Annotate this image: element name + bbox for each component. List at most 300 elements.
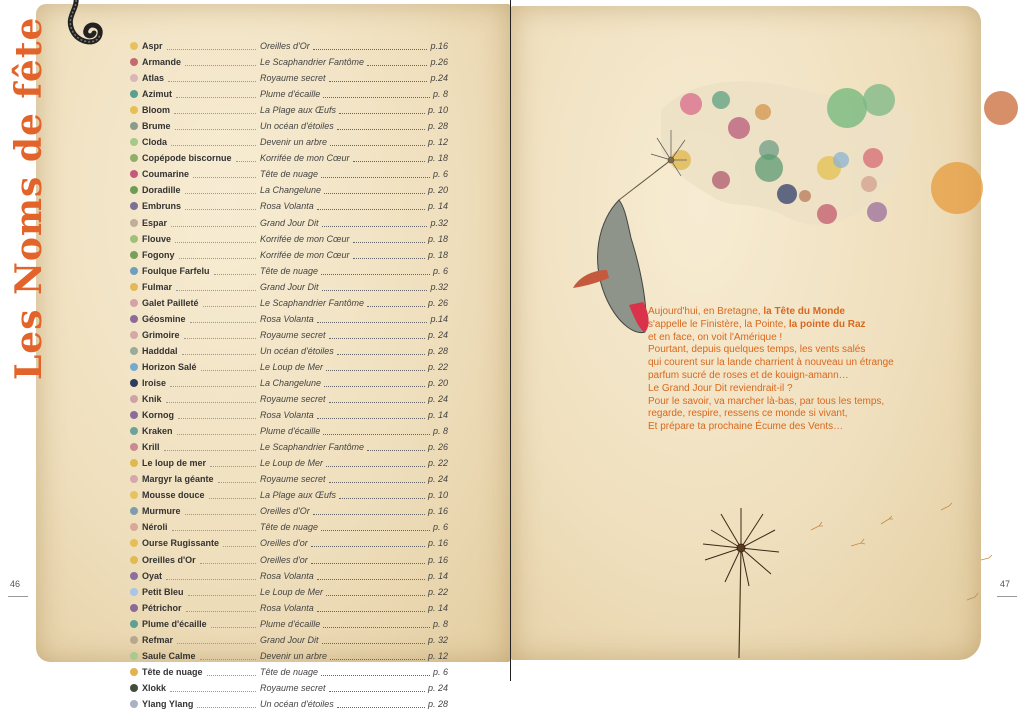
wave-leader xyxy=(201,367,256,371)
wave-leader xyxy=(164,447,256,451)
list-item xyxy=(128,696,448,712)
dot-leader xyxy=(321,176,430,178)
entry-page: p. 10 xyxy=(427,490,448,501)
page-number-right: 47 xyxy=(1000,579,1011,589)
entry-name: Bloom xyxy=(142,105,170,116)
wave-leader xyxy=(188,592,256,596)
entry-page: p. 32 xyxy=(427,634,448,645)
entry-page: p. 26 xyxy=(427,297,448,308)
list-item xyxy=(128,134,448,150)
list-item xyxy=(128,632,448,648)
wave-leader xyxy=(211,624,256,628)
list-item xyxy=(128,680,448,696)
dot-leader xyxy=(326,465,425,467)
list-item xyxy=(128,487,448,503)
entry-name: Galet Pailleté xyxy=(142,297,199,308)
color-dot xyxy=(130,347,138,355)
entry-name: Xlokk xyxy=(142,682,167,693)
color-dot xyxy=(130,507,138,515)
entry-book: Rosa Volanta xyxy=(260,313,314,324)
entry-name: Foulque Farfelu xyxy=(142,265,210,276)
entry-name: Kornog xyxy=(142,410,174,421)
list-item xyxy=(128,327,448,343)
bubble-circle xyxy=(680,93,702,115)
color-dot xyxy=(130,90,138,98)
entry-book: Royaume secret xyxy=(260,394,326,405)
wave-leader xyxy=(176,94,256,98)
entry-page: p. 12 xyxy=(427,650,448,661)
entry-book: Royaume secret xyxy=(260,474,326,485)
left-page xyxy=(0,0,510,709)
color-dot xyxy=(130,475,138,483)
dot-leader xyxy=(322,642,425,644)
dot-leader xyxy=(311,562,425,564)
bubble-circle xyxy=(799,190,811,202)
wave-leader xyxy=(185,511,256,515)
entry-page: p. 20 xyxy=(427,377,448,388)
dot-leader xyxy=(323,626,430,628)
entry-name: Iroise xyxy=(142,377,167,388)
entry-book: Rosa Volanta xyxy=(260,570,314,581)
entry-name: Coumarine xyxy=(142,169,190,180)
dot-leader xyxy=(311,545,425,547)
wave-leader xyxy=(185,206,256,210)
entry-book: Grand Jour Dit xyxy=(260,217,319,228)
list-item xyxy=(128,215,448,231)
entry-page: p. 20 xyxy=(427,185,448,196)
entry-name: Tête de nuage xyxy=(142,666,203,677)
wave-leader xyxy=(166,399,256,403)
color-dot xyxy=(130,74,138,82)
color-dot xyxy=(130,122,138,130)
bubble-circle xyxy=(777,184,797,204)
list-item xyxy=(128,423,448,439)
entry-page: p. 24 xyxy=(427,682,448,693)
color-dot xyxy=(130,523,138,531)
entry-name: Grimoire xyxy=(142,329,180,340)
intro-line: s'appelle le Finistère, la Pointe, la pointe du Raz xyxy=(648,318,866,330)
dot-leader xyxy=(353,257,425,259)
list-item xyxy=(128,86,448,102)
list-item xyxy=(128,166,448,182)
list-item xyxy=(128,584,448,600)
entry-book: Le Scaphandrier Fantôme xyxy=(260,57,365,68)
dot-leader xyxy=(367,305,425,307)
intro-line: parfum sucré de roses et de kouign-amann… xyxy=(648,369,849,381)
entry-page: p.24 xyxy=(430,73,448,84)
dot-leader xyxy=(353,241,425,243)
list-item xyxy=(128,616,448,632)
wave-leader xyxy=(171,223,256,227)
dot-leader xyxy=(322,225,427,227)
entry-page: p. 22 xyxy=(427,361,448,372)
dot-leader xyxy=(329,481,425,483)
dot-leader xyxy=(321,674,430,676)
entry-book: Un océan d'étoiles xyxy=(260,345,334,356)
entry-name: Oyat xyxy=(142,570,163,581)
entry-book: Royaume secret xyxy=(260,329,326,340)
entry-page: p.32 xyxy=(430,217,448,228)
list-item xyxy=(128,375,448,391)
bubble-circle xyxy=(728,117,750,139)
wave-leader xyxy=(185,190,256,194)
wave-leader xyxy=(171,142,256,146)
wave-leader xyxy=(170,383,256,387)
color-dot xyxy=(130,395,138,403)
list-item xyxy=(128,38,448,54)
bubble-circle xyxy=(867,202,887,222)
color-dot xyxy=(130,604,138,612)
list-item xyxy=(128,150,448,166)
list-item xyxy=(128,295,448,311)
dot-leader xyxy=(339,497,425,499)
entry-book: Devenir un arbre xyxy=(260,650,328,661)
entry-book: La Plage aux Œufs xyxy=(260,490,337,501)
color-dot xyxy=(130,668,138,676)
list-item xyxy=(128,471,448,487)
color-dot xyxy=(130,186,138,194)
list-item xyxy=(128,198,448,214)
color-dot xyxy=(130,138,138,146)
entry-name: Hadddal xyxy=(142,345,178,356)
entry-page: p.14 xyxy=(430,313,448,324)
entry-book: Le Scaphandrier Fantôme xyxy=(260,297,365,308)
dot-leader xyxy=(329,690,425,692)
list-item xyxy=(128,391,448,407)
entry-book: Oreilles d'or xyxy=(260,538,308,549)
entry-page: p. 24 xyxy=(427,474,448,485)
intro-line: Aujourd'hui, en Bretagne, la Tête du Monde xyxy=(648,306,845,317)
folio-ornament-right xyxy=(997,594,1017,597)
list-item xyxy=(128,439,448,455)
wave-leader xyxy=(182,351,256,355)
entry-name: Murmure xyxy=(142,506,181,517)
wave-leader xyxy=(167,46,256,50)
entry-book: Rosa Volanta xyxy=(260,201,314,212)
dot-leader xyxy=(317,208,425,210)
entry-page: p. 18 xyxy=(427,249,448,260)
color-dot xyxy=(130,572,138,580)
wave-leader xyxy=(172,527,256,531)
dot-leader xyxy=(317,610,425,612)
list-item xyxy=(128,70,448,86)
color-dot xyxy=(130,42,138,50)
bubble-circle xyxy=(755,104,771,120)
entry-page: p. 24 xyxy=(427,329,448,340)
intro-line: Le Grand Jour Dit reviendrait-il ? xyxy=(648,382,793,394)
wave-leader xyxy=(207,672,256,676)
color-dot xyxy=(130,219,138,227)
color-dot xyxy=(130,588,138,596)
entry-page: p. 6 xyxy=(432,522,448,533)
dot-leader xyxy=(317,578,425,580)
entry-book: Un océan d'étoiles xyxy=(260,121,334,132)
entry-book: Rosa Volanta xyxy=(260,602,314,613)
bubble-circle xyxy=(712,91,730,109)
dandelion-stem xyxy=(739,548,741,658)
entry-book: Le Loup de Mer xyxy=(260,458,324,469)
intro-line: Pourtant, depuis quelques temps, les vents salés xyxy=(648,344,866,356)
dot-leader xyxy=(339,112,425,114)
dot-leader xyxy=(324,385,425,387)
intro-text xyxy=(648,306,948,434)
entry-page: p. 6 xyxy=(432,169,448,180)
entry-book: Le Scaphandrier Fantôme xyxy=(260,442,365,453)
entry-page: p. 14 xyxy=(427,410,448,421)
entry-book: Tête de nuage xyxy=(260,666,319,677)
wave-leader xyxy=(200,560,256,564)
entry-book: Oreilles d'or xyxy=(260,554,308,565)
dot-leader xyxy=(330,658,425,660)
dot-leader xyxy=(321,273,430,275)
list-item xyxy=(128,279,448,295)
entry-page: p. 14 xyxy=(427,201,448,212)
entry-name: Fogony xyxy=(142,249,175,260)
dot-leader xyxy=(329,80,427,82)
dandelion-head-icon xyxy=(651,130,687,176)
entry-page: p. 10 xyxy=(427,105,448,116)
color-dot xyxy=(130,443,138,451)
wave-leader xyxy=(210,463,256,467)
entry-book: Korrifée de mon Cœur xyxy=(260,249,350,260)
color-dot xyxy=(130,427,138,435)
names-list xyxy=(128,38,448,712)
entry-name: Pétrichor xyxy=(142,602,182,613)
wave-leader xyxy=(168,78,256,82)
entry-name: Plume d'écaille xyxy=(142,618,207,629)
intro-line: Et prépare ta prochaine Écume des Vents… xyxy=(648,421,844,433)
intro-line: qui courent sur la lande charrient à nouveau un étrange xyxy=(648,357,894,369)
color-dot xyxy=(130,379,138,387)
bubble-circle xyxy=(931,162,983,214)
tentacle-curl-icon xyxy=(58,0,108,62)
entry-book: Royaume secret xyxy=(260,682,326,693)
entry-name: Fulmar xyxy=(142,281,173,292)
entry-page: p. 14 xyxy=(427,602,448,613)
dot-leader xyxy=(324,192,425,194)
right-page xyxy=(511,0,1023,681)
entry-page: p. 8 xyxy=(432,618,448,629)
list-item xyxy=(128,535,448,551)
entry-name: Ylang Ylang xyxy=(142,698,194,709)
color-dot xyxy=(130,106,138,114)
entry-page: p. 18 xyxy=(427,233,448,244)
entry-page: p.32 xyxy=(430,281,448,292)
dot-leader xyxy=(321,529,430,531)
entry-page: p. 22 xyxy=(427,458,448,469)
bubble-circle xyxy=(817,204,837,224)
entry-page: p. 8 xyxy=(432,426,448,437)
entry-name: Atlas xyxy=(142,73,165,84)
entry-page: p.26 xyxy=(430,57,448,68)
list-item xyxy=(128,231,448,247)
dot-leader xyxy=(367,449,425,451)
list-item xyxy=(128,407,448,423)
entry-page: p. 8 xyxy=(432,89,448,100)
bubble-circle xyxy=(833,152,849,168)
wave-leader xyxy=(184,335,256,339)
color-dot xyxy=(130,620,138,628)
dot-leader xyxy=(313,48,427,50)
entry-page: p. 12 xyxy=(427,137,448,148)
list-item xyxy=(128,343,448,359)
list-item xyxy=(128,263,448,279)
color-dot xyxy=(130,299,138,307)
dot-leader xyxy=(353,160,425,162)
wave-leader xyxy=(170,688,256,692)
color-dot xyxy=(130,636,138,644)
list-item xyxy=(128,648,448,664)
entry-book: La Changelune xyxy=(260,185,322,196)
wave-leader xyxy=(236,158,256,162)
entry-name: Embruns xyxy=(142,201,182,212)
color-dot xyxy=(130,459,138,467)
entry-page: p. 16 xyxy=(427,506,448,517)
list-item xyxy=(128,552,448,568)
entry-book: Le Loup de Mer xyxy=(260,361,324,372)
entry-page: p. 28 xyxy=(427,345,448,356)
entry-book: Un océan d'étoiles xyxy=(260,698,334,709)
entry-book: La Changelune xyxy=(260,377,322,388)
color-dot xyxy=(130,539,138,547)
entry-name: Espar xyxy=(142,217,168,228)
entry-page: p. 16 xyxy=(427,538,448,549)
entry-name: Petit Bleu xyxy=(142,586,184,597)
entry-page: p. 18 xyxy=(427,153,448,164)
dot-leader xyxy=(326,369,425,371)
entry-book: Oreilles d'Or xyxy=(260,506,310,517)
list-item xyxy=(128,568,448,584)
entry-name: Cloda xyxy=(142,137,168,148)
wave-leader xyxy=(197,704,256,708)
entry-book: Royaume secret xyxy=(260,73,326,84)
entry-book: Grand Jour Dit xyxy=(260,281,319,292)
entry-page: p. 28 xyxy=(427,698,448,709)
bubble-circle xyxy=(984,91,1018,125)
entry-name: Aspr xyxy=(142,41,163,51)
folio-ornament-left xyxy=(8,594,28,597)
color-dot xyxy=(130,251,138,259)
entry-name: Géosmine xyxy=(142,313,186,324)
bubble-circle xyxy=(755,154,783,182)
entry-name: Kraken xyxy=(142,426,173,437)
color-dot xyxy=(130,235,138,243)
entry-name: Oreilles d'Or xyxy=(142,554,196,565)
entry-book: Grand Jour Dit xyxy=(260,634,319,645)
color-dot xyxy=(130,202,138,210)
wave-leader xyxy=(179,255,256,259)
entry-page: p. 24 xyxy=(427,394,448,405)
entry-page: p. 16 xyxy=(427,554,448,565)
entry-page: p. 6 xyxy=(432,265,448,276)
color-dot xyxy=(130,700,138,708)
dot-leader xyxy=(367,64,427,66)
entry-book: Plume d'écaille xyxy=(260,426,321,437)
color-dot xyxy=(130,491,138,499)
wave-leader xyxy=(166,576,256,580)
color-dot xyxy=(130,684,138,692)
bubble-circle xyxy=(712,171,730,189)
dot-leader xyxy=(337,128,425,130)
intro-line: regarde, respire, ressens ce monde si vivant, xyxy=(648,408,848,420)
color-dot xyxy=(130,556,138,564)
entry-book: Tête de nuage xyxy=(260,265,319,276)
wave-leader xyxy=(186,608,256,612)
entry-name: Doradille xyxy=(142,185,181,196)
wave-leader xyxy=(175,239,256,243)
entry-name: Le loup de mer xyxy=(142,458,207,469)
list-item xyxy=(128,455,448,471)
dot-leader xyxy=(323,96,430,98)
wave-leader xyxy=(190,319,256,323)
list-item xyxy=(128,54,448,70)
list-item xyxy=(128,519,448,535)
wave-leader xyxy=(209,495,256,499)
dot-leader xyxy=(323,433,430,435)
page-title-text: Les Noms de fête xyxy=(8,16,50,380)
wave-leader xyxy=(200,656,256,660)
entry-name: Saule Calme xyxy=(142,650,196,661)
entry-book: Le Loup de Mer xyxy=(260,586,324,597)
wave-leader xyxy=(185,62,256,66)
color-dot xyxy=(130,58,138,66)
dot-leader xyxy=(313,513,425,515)
entry-name: Knik xyxy=(142,394,162,405)
wave-leader xyxy=(176,287,256,291)
color-dot xyxy=(130,154,138,162)
wave-leader xyxy=(174,110,256,114)
bubble-circle xyxy=(827,88,867,128)
list-item xyxy=(128,503,448,519)
dandelions-illustration xyxy=(691,500,1011,660)
bubble-circle xyxy=(861,176,877,192)
entry-book: Korrifée de mon Cœur xyxy=(260,233,350,244)
entry-name: Azimut xyxy=(142,89,172,100)
wave-leader xyxy=(177,640,256,644)
entry-book: Tête de nuage xyxy=(260,169,319,180)
wave-leader xyxy=(214,271,256,275)
dot-leader xyxy=(317,417,425,419)
entry-name: Brume xyxy=(142,121,171,132)
entry-book: Plume d'écaille xyxy=(260,618,321,629)
entry-name: Krill xyxy=(142,442,160,453)
entry-name: Horizon Salé xyxy=(142,361,197,372)
entry-page: p. 6 xyxy=(432,666,448,677)
entry-name: Ourse Rugissante xyxy=(142,538,220,549)
entry-name: Copépode biscornue xyxy=(142,153,232,164)
entry-name: Mousse douce xyxy=(142,490,205,501)
entry-book: Korrifée de mon Cœur xyxy=(260,153,350,164)
color-dot xyxy=(130,170,138,178)
dot-leader xyxy=(329,337,425,339)
dot-leader xyxy=(317,321,427,323)
entry-name: Flouve xyxy=(142,233,172,244)
entry-book: Tête de nuage xyxy=(260,522,319,533)
color-dot xyxy=(130,363,138,371)
color-dot xyxy=(130,283,138,291)
wave-leader xyxy=(223,543,256,547)
entry-page: p. 14 xyxy=(427,570,448,581)
color-dot xyxy=(130,411,138,419)
entry-book: Plume d'écaille xyxy=(260,89,321,100)
entry-name: Refmar xyxy=(142,634,174,645)
list-item xyxy=(128,600,448,616)
floating-seeds xyxy=(811,503,992,600)
wave-leader xyxy=(218,479,256,483)
list-item xyxy=(128,247,448,263)
list-item xyxy=(128,182,448,198)
entry-page: p. 22 xyxy=(427,586,448,597)
